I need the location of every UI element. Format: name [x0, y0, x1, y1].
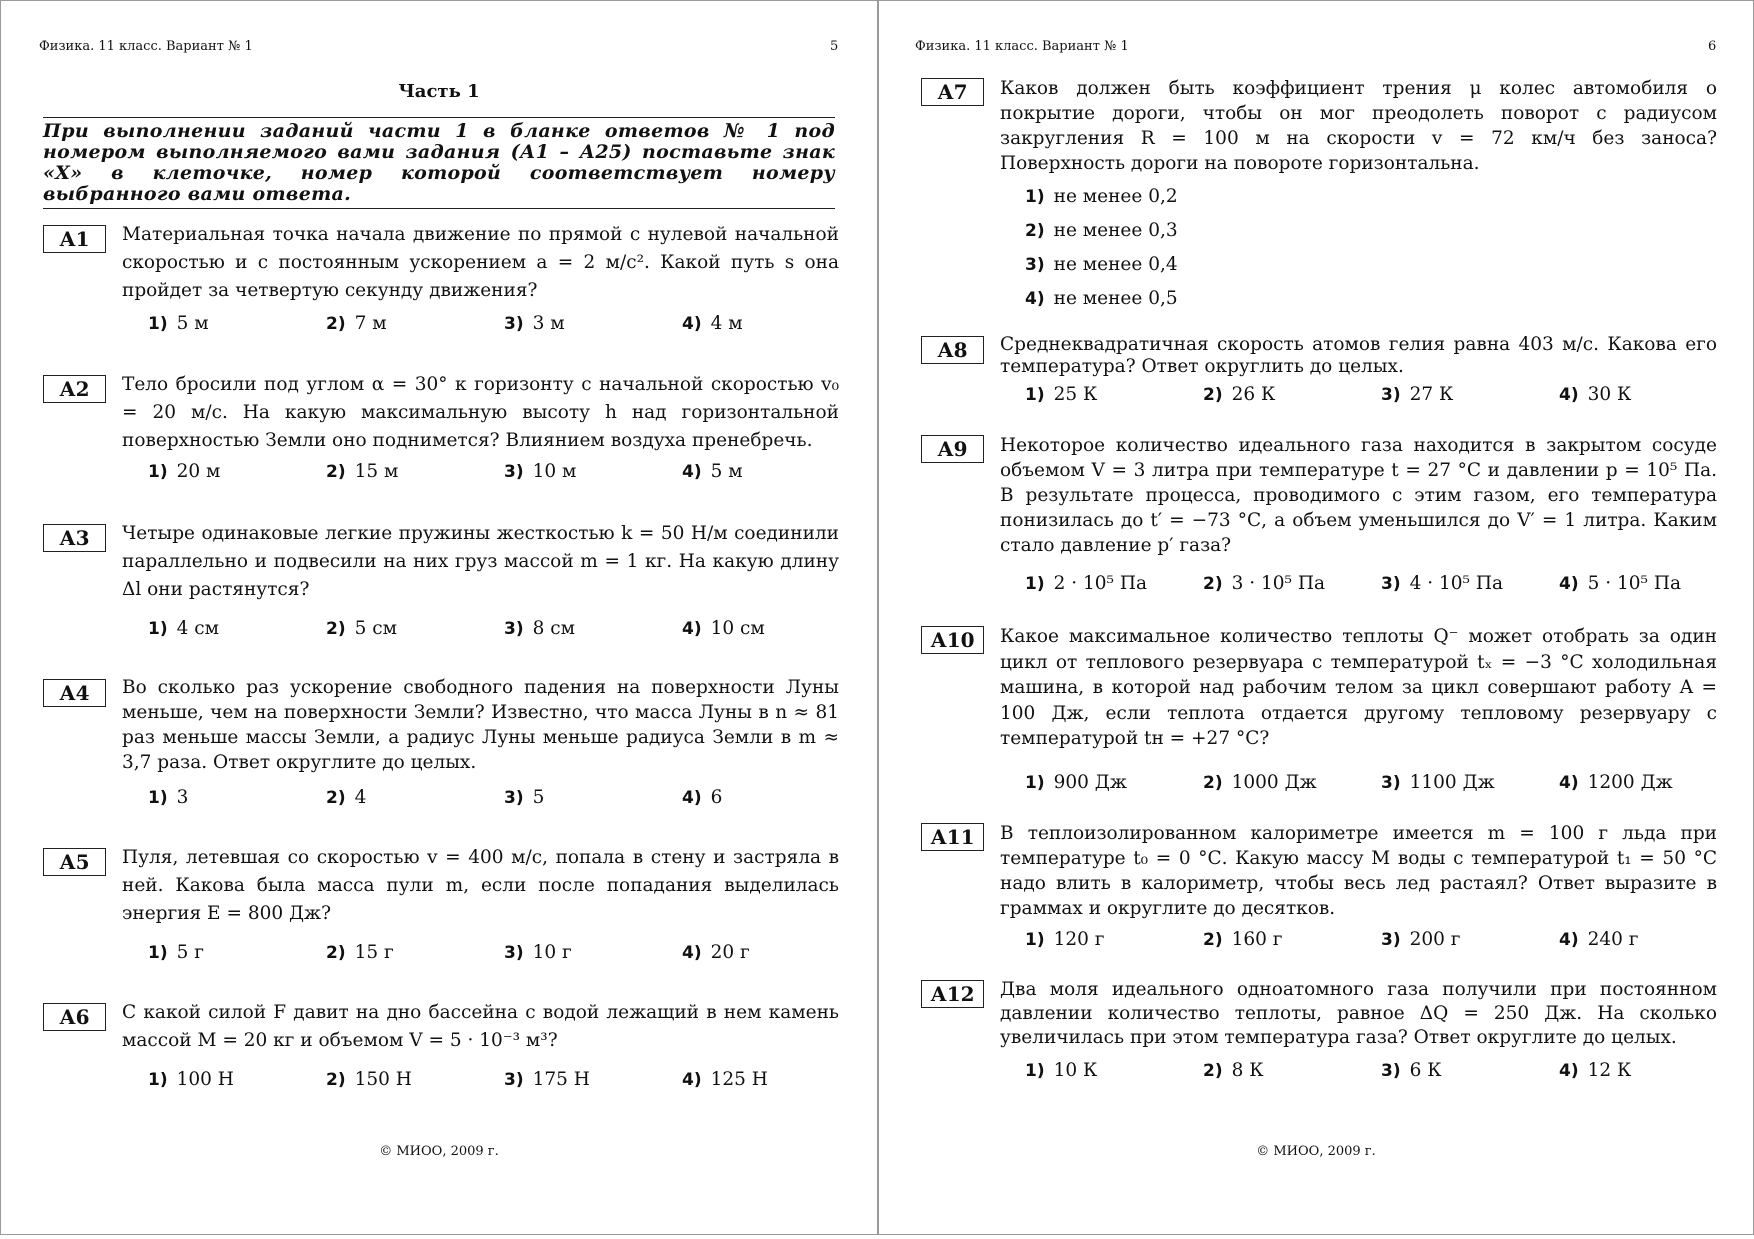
option-1[interactable]: 1) 4 см — [148, 618, 220, 639]
task-a7 — [921, 78, 1717, 318]
option-1[interactable]: 1) 3 — [148, 787, 189, 808]
option-2[interactable]: 2) не менее 0,3 — [1025, 220, 1178, 241]
option-4[interactable]: 4) 12 К — [1559, 1060, 1632, 1081]
question-text: Тело бросили под углом α = 30° к горизонту с начальной скоростью v₀ = 20 м/с. На какую максимальную высоту h над горизонтальной поверхностью Земли оно поднимется? Влиянием воздуха пренебречь. — [122, 374, 839, 451]
option-2[interactable]: 2) 15 г — [326, 942, 394, 963]
option-2[interactable]: 2) 5 см — [326, 618, 398, 639]
option-3[interactable]: 3) 175 Н — [504, 1069, 590, 1090]
option-4[interactable]: 4) 6 — [682, 787, 723, 808]
page-number: 5 — [830, 39, 839, 54]
option-4[interactable]: 4) 125 Н — [682, 1069, 768, 1090]
question-text: Четыре одинаковые легкие пружины жесткостью k = 50 Н/м соединили параллельно и подвесили на них груз массой m = 1 кг. На какую длину Δl они растянутся? — [122, 523, 839, 600]
option-4[interactable]: 4) 4 м — [682, 313, 743, 334]
option-2[interactable]: 2) 8 К — [1203, 1060, 1264, 1081]
option-3[interactable]: 3) не менее 0,4 — [1025, 254, 1178, 275]
option-3[interactable]: 3) 27 К — [1381, 384, 1454, 405]
option-1[interactable]: 1) 25 К — [1025, 384, 1098, 405]
question-text: Материальная точка начала движение по прямой с нулевой начальной скоростью и с постоянным ускорением a = 2 м/с². Какой путь s она пройдет за четвертую секунду движения? — [122, 224, 839, 301]
option-2[interactable]: 2) 26 К — [1203, 384, 1276, 405]
option-4[interactable]: 4) 1200 Дж — [1559, 772, 1673, 793]
option-4[interactable]: 4) 240 г — [1559, 929, 1639, 950]
task-label: А5 — [43, 848, 106, 876]
option-2[interactable]: 2) 1000 Дж — [1203, 772, 1317, 793]
task-a12 — [921, 980, 1717, 1090]
task-label: А11 — [921, 823, 984, 851]
page-header-title: Физика. 11 класс. Вариант № 1 — [39, 39, 253, 54]
option-2[interactable]: 2) 3 · 10⁵ Па — [1203, 573, 1326, 594]
question-text: Какое максимальное количество теплоты Q⁻ может отобрать за один цикл от теплового резервуара с температурой tₓ = −3 °С холодильная машина, в которой над рабочим телом за цикл совершают работу A = 100 Дж, если теплота отдается другому тепловому резервуару с температурой tн = +27 °С? — [1000, 626, 1717, 749]
page-number: 6 — [1708, 39, 1717, 54]
task-label: А8 — [921, 336, 984, 364]
option-1[interactable]: 1) 120 г — [1025, 929, 1105, 950]
option-1[interactable]: 1) не менее 0,2 — [1025, 186, 1178, 207]
option-4[interactable]: 4) 10 см — [682, 618, 765, 639]
option-1[interactable]: 1) 2 · 10⁵ Па — [1025, 573, 1148, 594]
option-3[interactable]: 3) 5 — [504, 787, 545, 808]
question-text: Пуля, летевшая со скоростью v = 400 м/с, попала в стену и застряла в ней. Какова была масса пули m, если после попадания выделилась энергия E = 800 Дж? — [122, 847, 839, 924]
task-label: А3 — [43, 524, 106, 552]
question-text: Каков должен быть коэффициент трения μ колес автомобиля о покрытие дороги, чтобы он мог преодолеть поворот с радиусом закругления R = 100 м на скорости v = 72 км/ч без заноса? Поверхность дороги на повороте горизонтальна. — [1000, 78, 1717, 174]
task-a5 — [43, 848, 839, 966]
task-a10 — [921, 626, 1717, 796]
option-1[interactable]: 1) 900 Дж — [1025, 772, 1127, 793]
task-a9 — [921, 435, 1717, 605]
task-label: А12 — [921, 980, 984, 1008]
option-3[interactable]: 3) 8 см — [504, 618, 576, 639]
option-3[interactable]: 3) 1100 Дж — [1381, 772, 1495, 793]
option-4[interactable]: 4) 20 г — [682, 942, 750, 963]
task-a11 — [921, 823, 1717, 963]
option-2[interactable]: 2) 4 — [326, 787, 367, 808]
page-footer: © МИОО, 2009 г. — [1256, 1144, 1376, 1159]
question-text: С какой силой F давит на дно бассейна с водой лежащий в нем камень массой M = 20 кг и объемом V = 5 · 10⁻³ м³? — [122, 1002, 839, 1051]
question-text: Во сколько раз ускорение свободного падения на поверхности Луны меньше, чем на поверхности Земли? Известно, что масса Луны в n ≈ 81 раз меньше массы Земли, а радиус Луны меньше радиуса Земли в m ≈ 3,7 раза. Ответ округлите до целых. — [122, 677, 839, 773]
question-text: Два моля идеального одноатомного газа получили при постоянном давлении количество теплоты, равное ΔQ = 250 Дж. На сколько увеличилась при этом температура газа? Ответ округлите до целых. — [1000, 979, 1717, 1048]
option-1[interactable]: 1) 20 м — [148, 461, 221, 482]
option-1[interactable]: 1) 5 м — [148, 313, 209, 334]
page-header-title: Физика. 11 класс. Вариант № 1 — [915, 39, 1129, 54]
page-right — [878, 0, 1754, 1235]
task-label: А9 — [921, 435, 984, 463]
question-text: Среднеквадратичная скорость атомов гелия равна 403 м/с. Какова его температура? Ответ округлить до целых. — [1000, 334, 1717, 377]
option-2[interactable]: 2) 150 Н — [326, 1069, 412, 1090]
page-left — [0, 0, 878, 1235]
task-label: А6 — [43, 1003, 106, 1031]
question-text: Некоторое количество идеального газа находится в закрытом сосуде объемом V = 3 литра при температуре t = 27 °С и давлении p = 10⁵ Па. В результате процесса, проводимого с этим газом, его температура понизилась до t′ = −73 °С, а объем уменьшился до V′ = 1 литра. Каким стало давление p′ газа? — [1000, 435, 1717, 556]
option-1[interactable]: 1) 10 К — [1025, 1060, 1098, 1081]
page-footer: © МИОО, 2009 г. — [379, 1144, 499, 1159]
task-a4 — [43, 679, 839, 819]
instruction-text: При выполнении заданий части 1 в бланке ответов № 1 под номером выполняемого вами задания (А1 – А25) поставьте знак «Х» в клеточке, номер которой соответствует номеру выбранного вами ответа. — [43, 117, 835, 209]
task-a8 — [921, 336, 1717, 416]
option-4[interactable]: 4) 30 К — [1559, 384, 1632, 405]
option-2[interactable]: 2) 7 м — [326, 313, 387, 334]
option-4[interactable]: 4) не менее 0,5 — [1025, 288, 1178, 309]
task-a3 — [43, 524, 839, 642]
task-label: А7 — [921, 78, 984, 106]
question-text: В теплоизолированном калориметре имеется m = 100 г льда при температуре t₀ = 0 °С. Какую массу M воды с температурой t₁ = 50 °С надо влить в калориметр, чтобы весь лед растаял? Ответ выразите в граммах и округлите до десятков. — [1000, 823, 1717, 919]
task-a1 — [43, 225, 839, 343]
option-3[interactable]: 3) 3 м — [504, 313, 565, 334]
option-4[interactable]: 4) 5 м — [682, 461, 743, 482]
option-3[interactable]: 3) 4 · 10⁵ Па — [1381, 573, 1504, 594]
task-label: А1 — [43, 225, 106, 253]
option-4[interactable]: 4) 5 · 10⁵ Па — [1559, 573, 1682, 594]
task-label: А2 — [43, 375, 106, 403]
option-2[interactable]: 2) 160 г — [1203, 929, 1283, 950]
option-2[interactable]: 2) 15 м — [326, 461, 399, 482]
task-a2 — [43, 375, 839, 493]
option-1[interactable]: 1) 100 Н — [148, 1069, 234, 1090]
option-3[interactable]: 3) 10 г — [504, 942, 572, 963]
option-1[interactable]: 1) 5 г — [148, 942, 204, 963]
option-3[interactable]: 3) 10 м — [504, 461, 577, 482]
task-label: А10 — [921, 626, 984, 654]
option-3[interactable]: 3) 200 г — [1381, 929, 1461, 950]
option-3[interactable]: 3) 6 К — [1381, 1060, 1442, 1081]
task-a6 — [43, 1003, 839, 1103]
part-title: Часть 1 — [398, 81, 480, 102]
task-label: А4 — [43, 679, 106, 707]
